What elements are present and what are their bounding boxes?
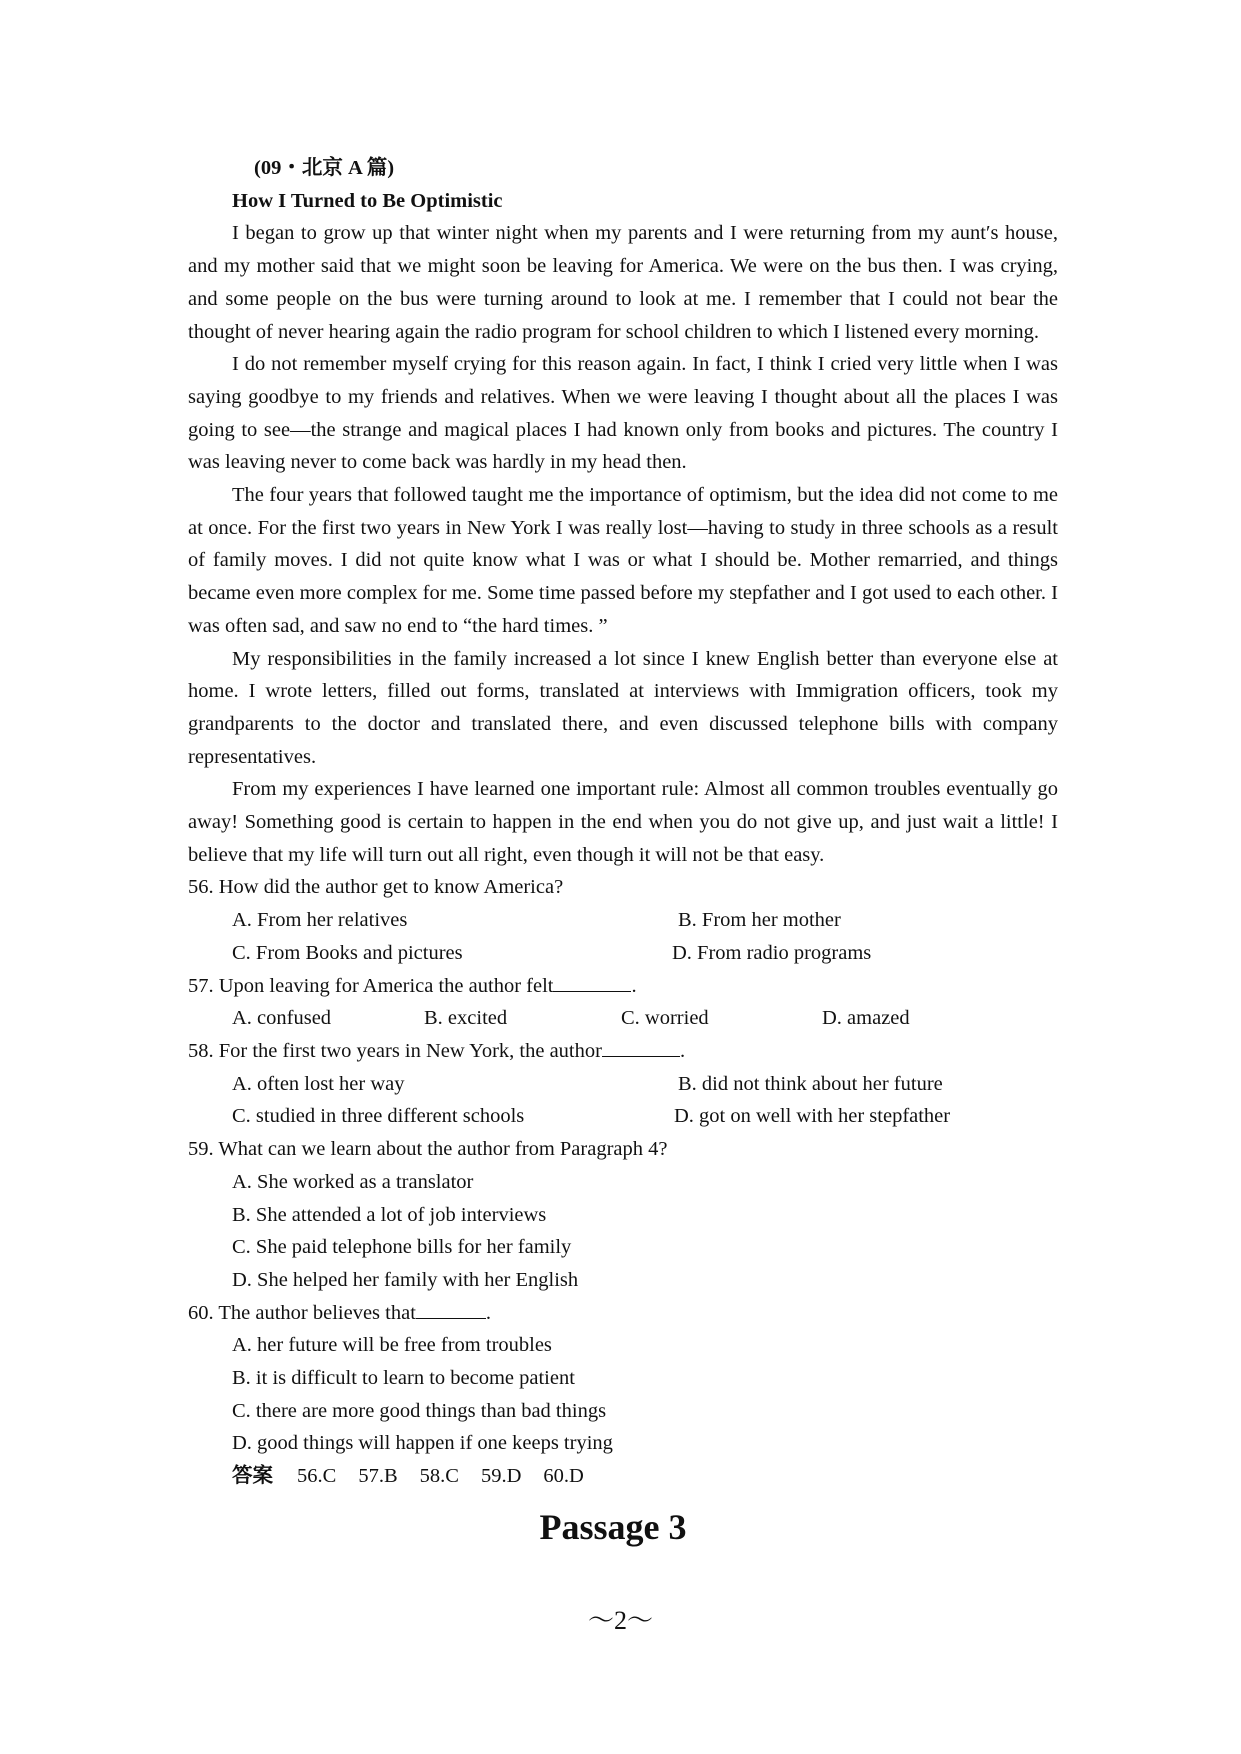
option-d: D. From radio programs	[672, 941, 872, 964]
answer-item: 56.C	[297, 1465, 337, 1488]
option-row	[188, 937, 1058, 970]
option-c: C. She paid telephone bills for her family	[232, 1236, 572, 1259]
stem-end: .	[679, 1039, 686, 1062]
answer-item: 60.D	[543, 1465, 584, 1488]
question-58	[188, 1035, 1058, 1133]
option-row	[188, 1002, 1058, 1035]
option-c: C. From Books and pictures	[232, 941, 463, 964]
option-d: D. She helped her family with her English	[232, 1268, 579, 1291]
passage-title: How I Turned to Be Optimistic	[232, 189, 503, 212]
answer-blank	[553, 972, 631, 991]
question-stem-text: 60. The author believes that	[188, 1301, 416, 1324]
paragraph-2: I do not remember myself crying for this reason again. In fact, I think I cried very little when I was saying goodbye to my friends and relatives. When we were leaving I thought about all the places I was going to see—the strange and magical places I had known only from books and pictures. The country I was leaving never to come back was hardly in my head then.	[188, 353, 1058, 474]
option-b: B. From her mother	[678, 909, 841, 932]
source-label: (09・北京 A 篇)	[254, 157, 395, 179]
question-stem: 56. How did the author get to know America?	[188, 876, 564, 899]
option-c: C. studied in three different schools	[232, 1105, 525, 1128]
option-b: B. excited	[424, 1007, 508, 1030]
option-b: B. it is difficult to learn to become patient	[232, 1367, 575, 1390]
question-stem	[188, 970, 1058, 1003]
option-a: A. She worked as a translator	[232, 1170, 474, 1193]
answer-item: 57.B	[358, 1465, 398, 1488]
option-row	[188, 904, 1058, 937]
answer-item: 59.D	[480, 1465, 522, 1488]
paragraph-5: From my experiences I have learned one important rule: Almost all common troubles eventually go away! Something good is certain to happen in the end when you do not give up, and just wait a little! I believe that my life will turn out all right, even though it will not be that easy.	[188, 778, 1058, 866]
question-stem: 59. What can we learn about the author from Paragraph 4?	[188, 1138, 668, 1161]
question-stem-text: 57. Upon leaving for America the author felt	[188, 974, 554, 997]
question-stem	[188, 1297, 1058, 1330]
paragraph-1: I began to grow up that winter night when my parents and I were returning from my aunt′s house, and my mother said that we might soon be leaving for America. We were on the bus then. I was crying, and some people on the bus were turning around to look at me. I remember that I could not bear the thought of never hearing again the radio program for school children to which I listened every morning.	[188, 222, 1058, 343]
option-c: C. there are more good things than bad things	[232, 1399, 607, 1422]
question-stem-text: 58. For the first two years in New York, the author	[188, 1039, 602, 1062]
question-stem	[188, 1035, 1058, 1068]
answer-blank	[416, 1299, 486, 1318]
paragraph-4: My responsibilities in the family increased a lot since I knew English better than everyone else at home. I wrote letters, filled out forms, translated at interviews with Immigration officers, took my grandparents to the doctor and translated there, and even discussed telephone bills with company representatives.	[188, 647, 1058, 768]
question-60	[188, 1297, 1058, 1461]
question-59	[188, 1133, 1058, 1297]
answer-item: 58.C	[419, 1465, 459, 1488]
option-b: B. did not think about her future	[678, 1072, 943, 1095]
paragraph-3: The four years that followed taught me the importance of optimism, but the idea did not come to me at once. For the first two years in New York I was really lost—having to study in three schools as a result of family moves. I did not quite know what I was or what I should be. Mother remarried, and things became even more complex for me. Some time passed before my stepfather and I got used to each other. I was often sad, and saw no end to “the hard times. ”	[188, 484, 1058, 637]
question-56	[188, 871, 1058, 969]
stem-end: .	[631, 974, 637, 997]
option-a: A. her future will be free from troubles	[232, 1334, 552, 1357]
option-d: D. got on well with her stepfather	[674, 1105, 951, 1128]
option-a: A. From her relatives	[232, 909, 408, 932]
option-a: A. often lost her way	[232, 1072, 405, 1095]
option-a: A. confused	[232, 1007, 332, 1030]
option-d: D. good things will happen if one keeps trying	[232, 1432, 613, 1455]
answer-key	[188, 1460, 1058, 1493]
option-b: B. She attended a lot of job interviews	[232, 1203, 547, 1226]
option-row	[188, 1100, 1058, 1133]
next-passage-heading: Passage 3	[539, 1506, 687, 1547]
stem-end: .	[485, 1301, 492, 1324]
document-page	[188, 152, 1058, 1547]
answer-blank	[602, 1038, 680, 1057]
option-c: C. worried	[621, 1007, 709, 1030]
option-row	[188, 1068, 1058, 1101]
option-d: D. amazed	[822, 1007, 910, 1030]
answer-label: 答案	[232, 1465, 273, 1488]
question-57	[188, 970, 1058, 1035]
page-number: ～2～	[587, 1606, 653, 1635]
